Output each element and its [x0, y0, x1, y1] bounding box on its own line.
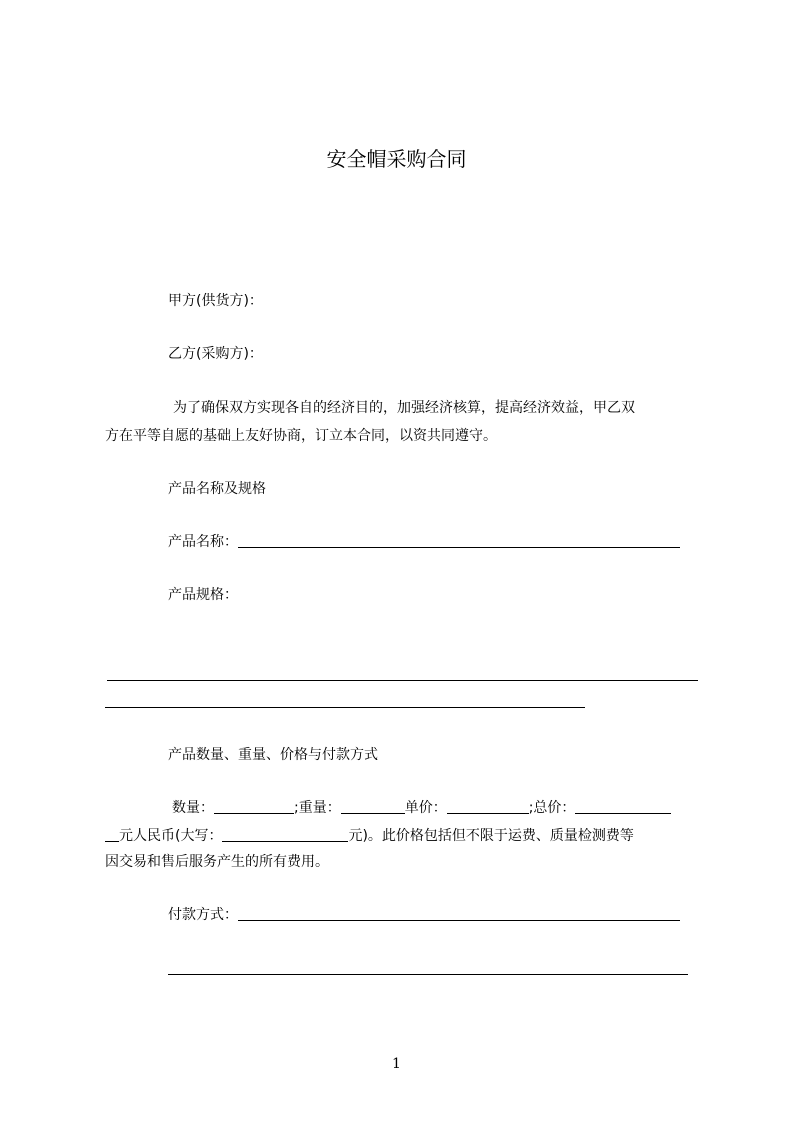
spec-blank-line-2[interactable] [105, 707, 585, 708]
product-name-row [168, 532, 680, 552]
payment-row [168, 905, 680, 925]
product-spec-label: 产品规格： [168, 587, 238, 603]
section-heading-quantity-price: 产品数量、重量、价格与付款方式 [168, 747, 378, 763]
party-b-label: 乙方(采购方)： [168, 346, 263, 362]
spec-blank-line-1[interactable] [107, 680, 698, 681]
quantity-label: 数量： [172, 800, 214, 816]
payment-blank[interactable] [238, 906, 680, 921]
intro-line-2: 方在平等自愿的基础上友好协商，订立本合同，以资共同遵守。 [105, 428, 497, 444]
price-note-tail: 元)。此价格包括但不限于运费、质量检测费等 [348, 828, 634, 844]
quantity-row [172, 798, 671, 818]
price-note-line-3: 因交易和售后服务产生的所有费用。 [105, 854, 329, 870]
intro-line-1: 为了确保双方实现各自的经济目的，加强经济核算，提高经济效益，甲乙双 [173, 400, 635, 416]
unit-price-label: 单价： [404, 800, 447, 816]
payment-label: 付款方式： [168, 907, 238, 923]
product-name-label: 产品名称： [168, 534, 238, 550]
page-number: 1 [392, 1056, 401, 1072]
party-a-label: 甲方(供货方)： [168, 293, 263, 309]
weight-blank[interactable] [341, 799, 405, 814]
total-label: ;总价： [528, 800, 576, 816]
quantity-blank[interactable] [214, 799, 294, 814]
document-title: 安全帽采购合同 [326, 147, 467, 171]
total-blank-continued[interactable] [105, 827, 119, 842]
payment-blank-line-2[interactable] [168, 974, 688, 975]
section-heading-product: 产品名称及规格 [168, 481, 266, 497]
weight-label: ;重量： [294, 800, 341, 816]
unit-price-blank[interactable] [447, 799, 529, 814]
rmb-row [105, 826, 634, 846]
total-blank[interactable] [575, 799, 671, 814]
product-name-blank[interactable] [238, 533, 680, 548]
rmb-label: 元人民币(大写： [119, 828, 223, 844]
amount-in-words-blank[interactable] [222, 827, 348, 842]
